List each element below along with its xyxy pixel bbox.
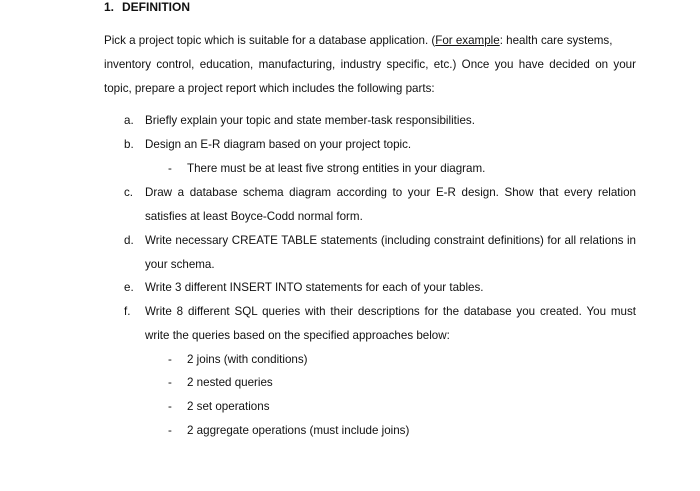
item-e-marker: e. <box>124 281 134 294</box>
item-f-line-1: Write 8 different SQL queries with their descriptions for the database you created. You must <box>145 305 636 318</box>
intro-line-3: topic, prepare a project report which includes the following parts: <box>104 82 435 95</box>
item-f-sub-dash: - <box>168 376 172 389</box>
item-b-sub-dash: - <box>168 162 172 175</box>
item-e-text: Write 3 different INSERT INTO statements for each of your tables. <box>145 281 484 294</box>
item-d-marker: d. <box>124 234 134 247</box>
section-number: 1. <box>104 0 115 14</box>
item-d-line-2: your schema. <box>145 258 215 271</box>
item-c-line-1: Draw a database schema diagram according to your E-R design. Show that every relation <box>145 186 636 199</box>
item-f-line-2: write the queries based on the specified approaches below: <box>145 329 450 342</box>
item-c-marker: c. <box>124 186 134 199</box>
item-f-sub-dash: - <box>168 424 172 437</box>
item-f-marker: f. <box>124 305 131 318</box>
for-example-text: For example <box>435 34 500 47</box>
item-f-sub-aggregate: 2 aggregate operations (must include joins) <box>187 424 410 437</box>
item-b-sub-text: There must be at least five strong entities in your diagram. <box>187 162 486 175</box>
item-f-sub-set-ops: 2 set operations <box>187 400 270 413</box>
intro-text-before-link: Pick a project topic which is suitable for a database application. ( <box>104 34 436 47</box>
item-b-marker: b. <box>124 138 134 151</box>
item-f-sub-nested: 2 nested queries <box>187 376 273 389</box>
intro-line-2: inventory control, education, manufacturing, industry specific, etc.) Once you have decided on your <box>104 58 636 71</box>
item-f-sub-joins: 2 joins (with conditions) <box>187 353 308 366</box>
item-d-line-1: Write necessary CREATE TABLE statements (including constraint definitions) for all relations in <box>145 234 636 247</box>
item-c-line-2: satisfies at least Boyce-Codd normal form. <box>145 210 363 223</box>
section-title: DEFINITION <box>122 0 190 14</box>
item-f-sub-dash: - <box>168 400 172 413</box>
item-f-sub-dash: - <box>168 353 172 366</box>
item-a-marker: a. <box>124 114 134 127</box>
intro-text-after-link: : health care systems, <box>499 34 613 47</box>
item-b-text: Design an E-R diagram based on your project topic. <box>145 138 412 151</box>
item-a-text: Briefly explain your topic and state member-task responsibilities. <box>145 114 475 127</box>
intro-line-1 <box>104 34 636 48</box>
